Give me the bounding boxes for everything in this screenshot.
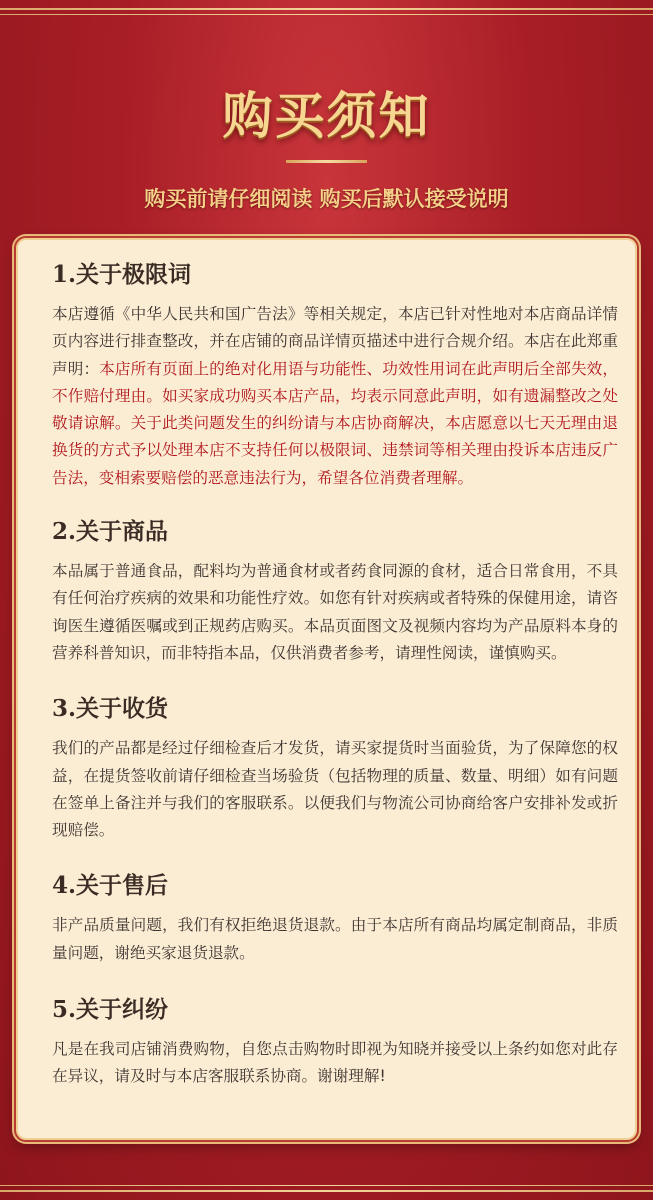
section-product [52, 515, 618, 667]
section-after-sales [52, 869, 618, 967]
section-body: 凡是在我司店铺消费购物，自您点击购物时即视为知晓并接受以上条约如您对此存在异议，请及时与本店客服联系协商。谢谢理解! [52, 1040, 618, 1086]
bottom-border-line-thin [0, 1185, 653, 1186]
section-heading: 2.关于商品 [52, 518, 169, 546]
section-body-highlight: 本店所有页面上的绝对化用语与功能性、功效性用词在此声明后全部失效，不作赔付理由。如买家成功购买本店产品，均表示同意此声明，如有遗漏整改之处敬请谅解。关于此类问题发生的纠纷请与本店协商解决，本店愿意以七天无理由退换货的方式予以处理本店不支持任何以极限词、违禁词等相关理由投诉本店违反广告法，变相索要赔偿的恶意违法行为，希望各位消费者理解。 [52, 359, 618, 487]
section-heading: 3.关于收货 [52, 695, 169, 723]
section-heading: 5.关于纠纷 [52, 996, 169, 1024]
bottom-border-line [0, 1190, 653, 1192]
section-heading: 1.关于极限词 [52, 261, 192, 288]
section-heading: 4.关于售后 [52, 872, 169, 900]
section-body: 本品属于普通食品，配料均为普通食材或者药食同源的食材，适合日常食用，不具有任何治疗疾病的效果和功能性疗效。如您有针对疾病或者特殊的保健用途，请咨询医生遵循医嘱或到正规药店购买。本品页面图文及视频内容均为产品原料本身的营养科普知识，而非特指本品，仅供消费者参考，请理性阅读，谨慎购买。 [52, 562, 618, 662]
section-body: 非产品质量问题，我们有权拒绝退货退款。由于本店所有商品均属定制商品，非质量问题，谢绝买家退货退款。 [52, 916, 618, 962]
section-body-normal: 本店遵循《中华人民共和国广告法》等相关规定，本店已针对性地对本店商品详情页内容进行排查整改，并在店铺的商品详情页描述中进行合规介绍。本店在此郑重声明： [52, 305, 618, 378]
section-terms [52, 258, 618, 492]
title-divider [286, 160, 367, 163]
top-border-line [0, 8, 653, 10]
notice-content [52, 258, 618, 1091]
page-title: 购买须知 [222, 86, 431, 145]
section-body: 我们的产品都是经过仔细检查后才发货，请买家提货时当面验货，为了保障您的权益，在提货签收前请仔细检查当场验货（包括物理的质量、数量、明细）如有问题在签单上备注并与我们的客服联系。以便我们与物流公司协商给客户安排补发或折现赔偿。 [52, 739, 618, 840]
section-body [52, 301, 618, 492]
page-subtitle: 购买前请仔细阅读 购买后默认接受说明 [144, 186, 509, 211]
top-border-line-thin [0, 14, 653, 15]
section-receiving [52, 692, 618, 844]
section-disputes [52, 993, 618, 1091]
